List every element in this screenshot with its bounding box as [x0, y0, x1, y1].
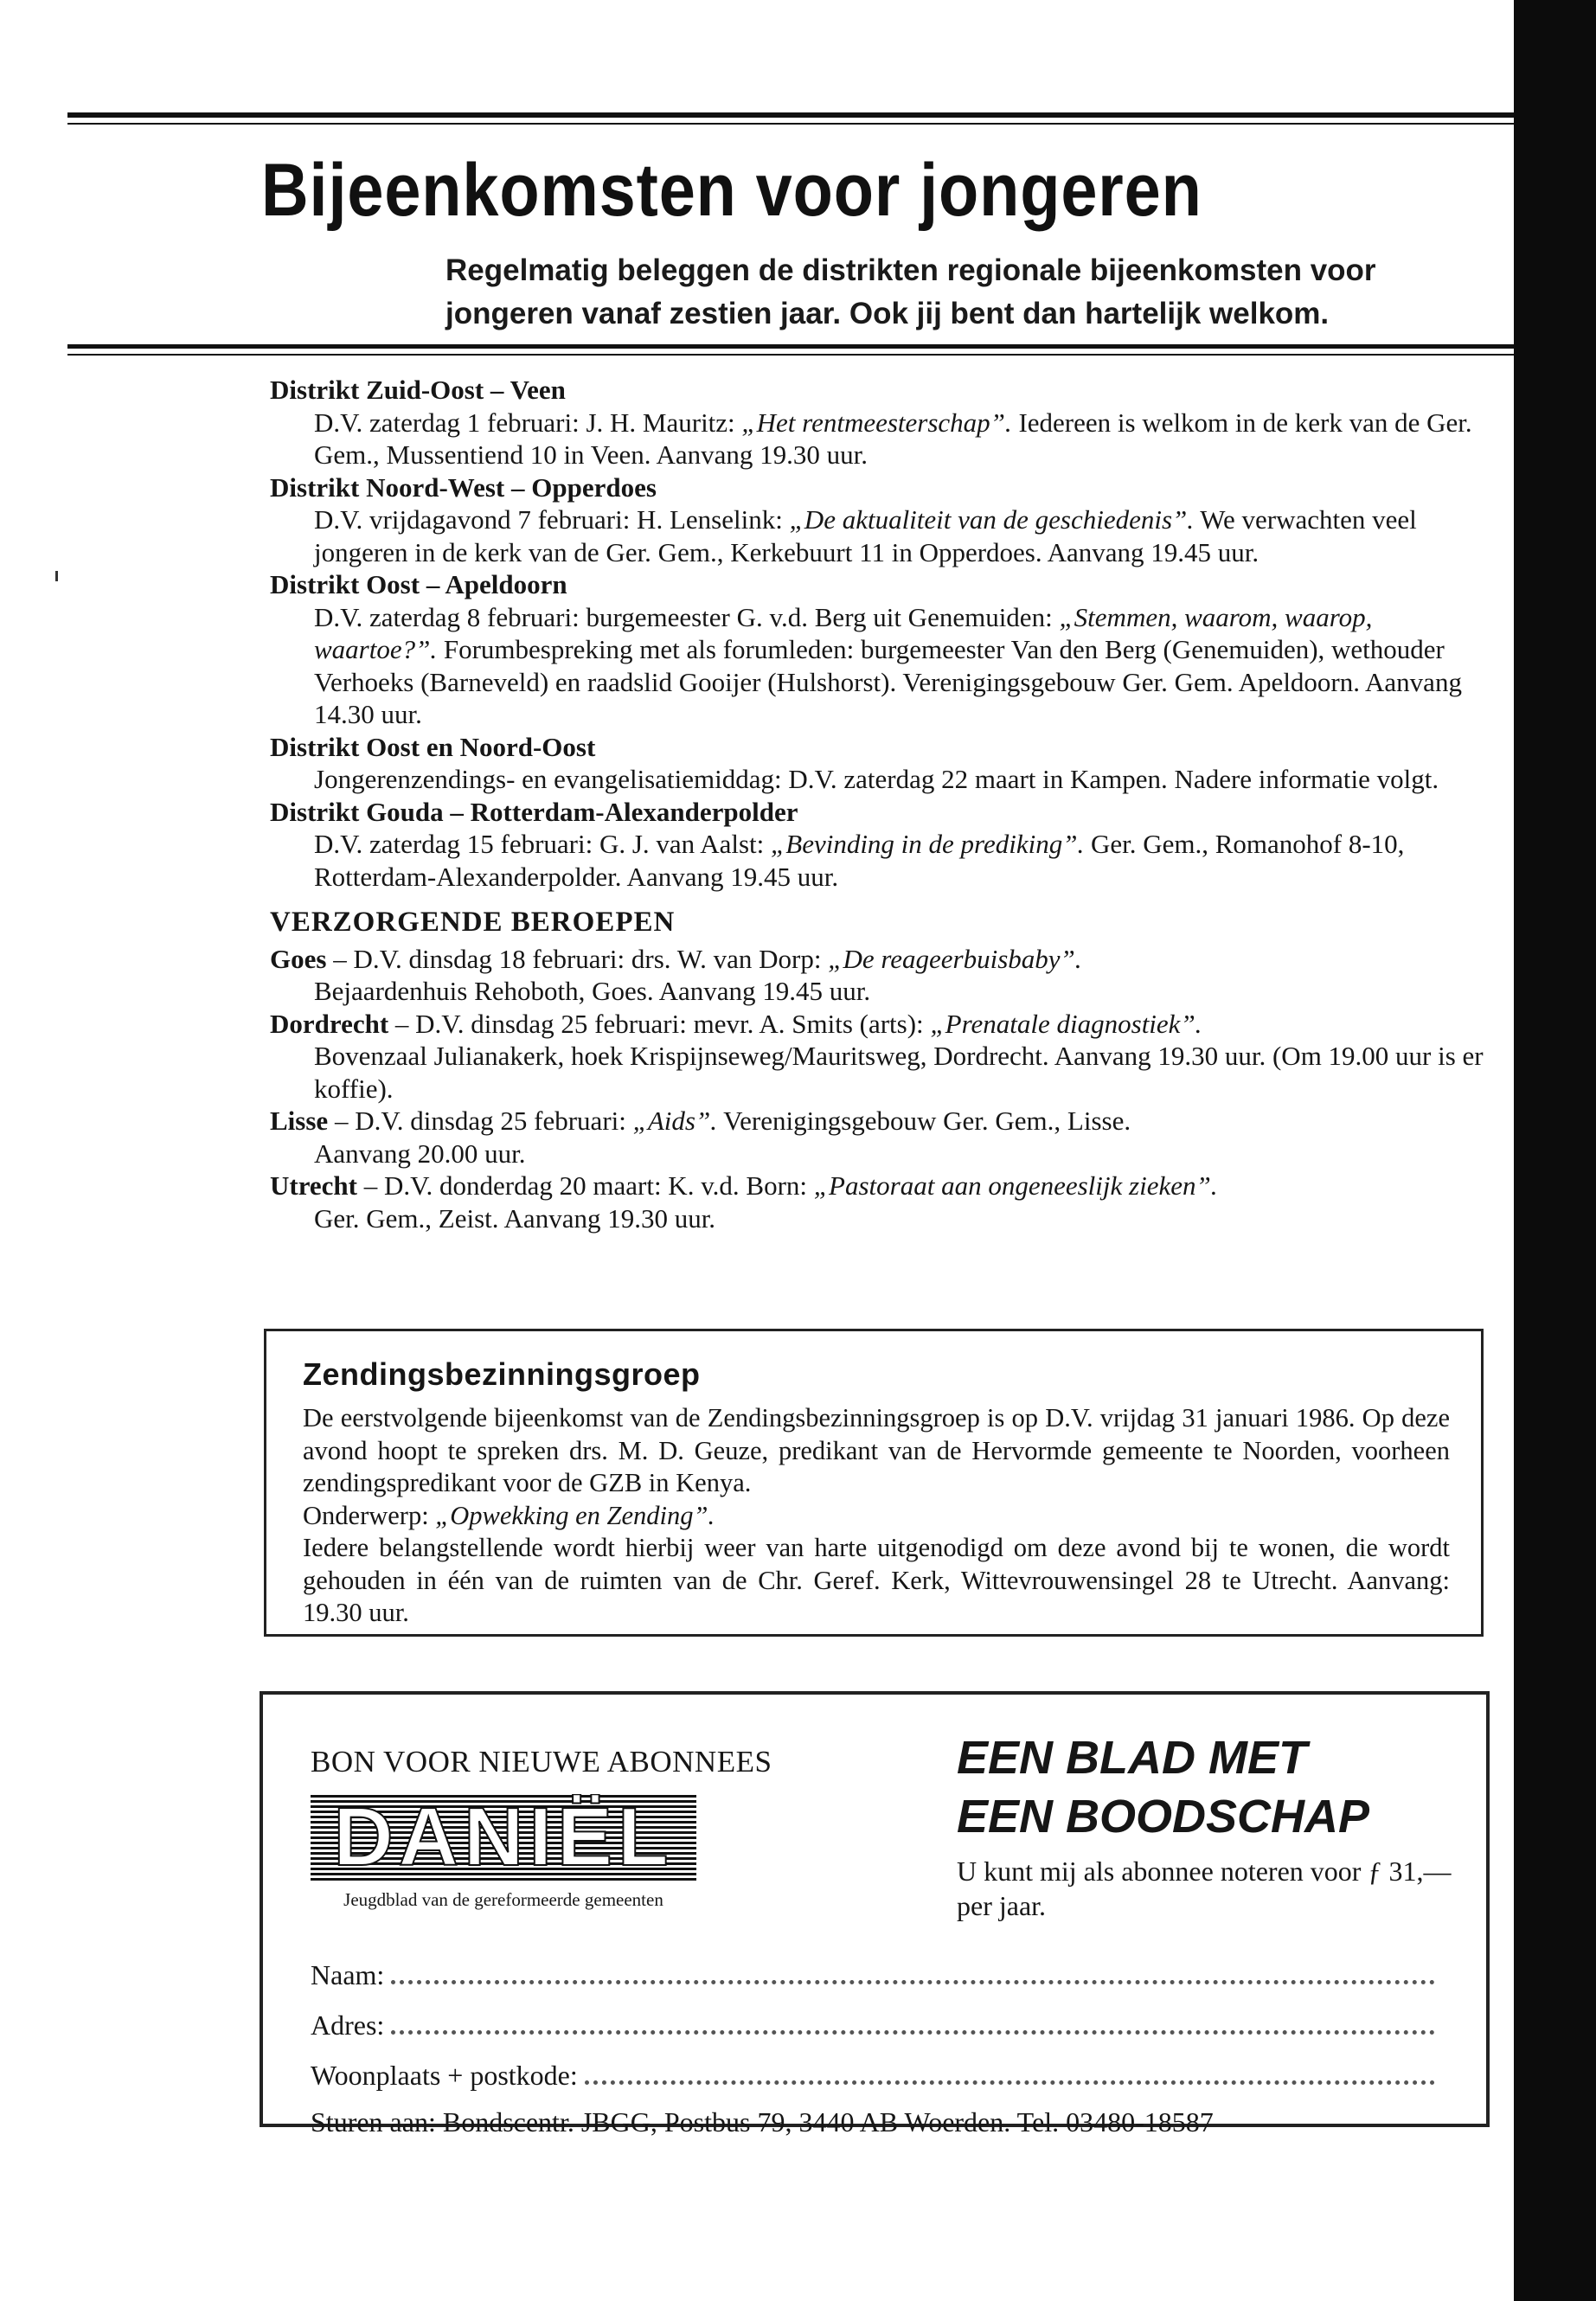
- details-text: D.V. zaterdag 15 februari: G. J. van Aalst:: [314, 829, 772, 859]
- district-details: [314, 503, 1498, 568]
- lecture-topic: „Aids”.: [632, 1106, 717, 1136]
- district-entry: [270, 796, 1498, 894]
- details-text: Verenigingsgebouw Ger. Gem., Lisse.: [716, 1106, 1131, 1136]
- subscription-price-text: U kunt mij als abonnee noteren voor ƒ 31,— per jaar.: [957, 1856, 1452, 1921]
- name-fill-line[interactable]: [391, 1954, 1435, 1984]
- name-field[interactable]: [311, 1954, 1435, 1992]
- address-field[interactable]: [311, 2004, 1435, 2042]
- meetings-listing: [270, 374, 1498, 1234]
- details-text: – D.V. donderdag 20 maart: K. v.d. Born:: [357, 1170, 814, 1201]
- profession-entry: [270, 943, 1498, 1008]
- district-title: Distrikt Noord-West – Opperdoes: [270, 471, 657, 503]
- slogan-line-2: EEN BOODSCHAP: [957, 1791, 1370, 1843]
- details-text: – D.V. dinsdag 25 februari: mevr. A. Smits (arts):: [388, 1008, 931, 1039]
- profession-location: Bejaardenhuis Rehoboth, Goes. Aanvang 19.45 uur.: [314, 976, 871, 1006]
- profession-location: Bovenzaal Julianakerk, hoek Krispijnseweg/Mauritsweg, Dordrecht. Aanvang 19.30 uur. (Om 19.00 uur is er koffie).: [314, 1041, 1484, 1104]
- district-details: [314, 601, 1498, 731]
- details-text: We verwachten veel jongeren in de kerk van de Ger. Gem., Kerkebuurt 11 in Opperdoes. Aanvang 19.45 uur.: [314, 504, 1417, 567]
- details-text: D.V. vrijdagavond 7 februari: H. Lenselink:: [314, 504, 790, 535]
- profession-place: Utrecht: [270, 1170, 357, 1201]
- logo-tagline: Jeugdblad van de gereformeerde gemeenten: [343, 1889, 663, 1910]
- details-text: D.V. zaterdag 8 februari: burgemeester G. v.d. Berg uit Genemuiden:: [314, 601, 1060, 632]
- details-text: Forumbespreking met als forumleden: burgemeester Van den Berg (Genemuiden), wethouder Verhoeks (Barneveld) en raadslid Gooijer (Hulshorst). Verenigingsgebouw Ger. Gem. Apeldoorn. Aanvang 14.30 uur.: [314, 634, 1462, 729]
- profession-location: Aanvang 20.00 uur.: [314, 1138, 526, 1169]
- details-text: Iedereen is welkom in de kerk van de Ger. Gem., Mussentiend 10 in Veen. Aanvang 19.30 uur.: [314, 407, 1472, 470]
- profession-entry: [270, 1170, 1498, 1234]
- zending-invitation: Iedere belangstellende wordt hierbij weer van harte uitgenodigd om deze avond bij te wonen, die wordt gehouden in één van de ruimten van de Chr. Geref. Kerk, Wittevrouwensingel 28 te Utrecht. Aanvang: 19.30 uur.: [303, 1533, 1450, 1627]
- coupon-heading: BON VOOR NIEUWE ABONNEES: [311, 1745, 772, 1779]
- subject-title: „Opwekking en Zending”.: [435, 1500, 715, 1530]
- profession-place: Dordrecht: [270, 1008, 389, 1039]
- district-details: [314, 828, 1498, 893]
- profession-location: Ger. Gem., Zeist. Aanvang 19.30 uur.: [314, 1202, 716, 1234]
- profession-entry: [270, 1105, 1498, 1170]
- profession-details: [270, 1105, 1498, 1138]
- send-to-address: Sturen aan: Bondscentr. JBGG, Postbus 79, 3440 AB Woerden. Tel. 03480-18587: [311, 2106, 1214, 2138]
- address-label: Adres:: [311, 2009, 385, 2041]
- header-rule-top: [67, 112, 1514, 118]
- zending-paragraph: De eerstvolgende bijeenkomst van de Zendingsbezinningsgroep is op D.V. vrijdag 31 januari 1986. Op deze avond hoopt te spreken drs. M. D. Geuze, predikant van de Hervormde gemeente te Noorden, voorheen zendingspredikant voor de GZB in Kenya.: [303, 1403, 1450, 1497]
- slogan-line-1: EEN BLAD MET: [957, 1732, 1307, 1784]
- logo-wordmark: DANIËL: [333, 1794, 674, 1881]
- professions-heading: VERZORGENDE BEROEPEN: [270, 907, 676, 938]
- lecture-topic: „De reageerbuisbaby”.: [828, 943, 1082, 974]
- district-title: Distrikt Gouda – Rotterdam-Alexanderpolder: [270, 796, 798, 827]
- profession-place: Goes: [270, 943, 327, 974]
- district-title: Distrikt Oost en Noord-Oost: [270, 731, 596, 762]
- district-entry: [270, 374, 1498, 471]
- lecture-topic: „Het rentmeesterschap”.: [741, 407, 1012, 438]
- daniel-logo: [311, 1794, 696, 1881]
- district-entry: [270, 568, 1498, 731]
- city-postcode-label: Woonplaats + postkode:: [311, 2060, 578, 2091]
- profession-entry: [270, 1008, 1498, 1106]
- zending-box: [264, 1329, 1484, 1637]
- details-text: Jongerenzendings- en evangelisatiemiddag: D.V. zaterdag 22 maart in Kampen. Nadere informatie volgt.: [314, 764, 1439, 794]
- subscription-coupon: [260, 1691, 1490, 2138]
- district-entry: [270, 731, 1498, 796]
- district-entry: [270, 471, 1498, 569]
- page-subtitle: Regelmatig beleggen de distrikten regionale bijeenkomsten voor jongeren vanaf zestien jaar. Ook jij bent dan hartelijk welkom.: [445, 253, 1376, 330]
- lecture-topic: „De aktualiteit van de geschiedenis”.: [789, 504, 1195, 535]
- details-text: Ger. Gem., Romanohof 8-10, Rotterdam-Alexanderpolder. Aanvang 19.45 uur.: [314, 829, 1405, 892]
- header-rule-bottom-thin: [67, 354, 1514, 356]
- lecture-topic: „Bevinding in de prediking”.: [771, 829, 1085, 859]
- district-details: [314, 407, 1498, 471]
- name-label: Naam:: [311, 1959, 385, 1990]
- zending-subject: [303, 1500, 1450, 1533]
- address-fill-line[interactable]: [391, 2004, 1435, 2035]
- city-postcode-fill-line[interactable]: [585, 2054, 1435, 2085]
- district-title: Distrikt Zuid-Oost – Veen: [270, 375, 566, 405]
- zending-title: Zendingsbezinningsgroep: [303, 1356, 701, 1392]
- print-mark: [55, 571, 58, 581]
- district-title: Distrikt Oost – Apeldoorn: [270, 569, 567, 599]
- district-details: [314, 763, 1498, 796]
- subject-label: Onderwerp:: [303, 1500, 436, 1530]
- lecture-topic: „Stemmen, waarom, waarop, waartoe?”.: [314, 601, 1373, 664]
- details-text: – D.V. dinsdag 25 februari:: [328, 1106, 633, 1136]
- header-rule-bottom: [67, 344, 1514, 349]
- lecture-topic: „Pastoraat aan ongeneeslijk zieken”.: [813, 1170, 1218, 1201]
- profession-details: [270, 1008, 1498, 1041]
- details-text: – D.V. dinsdag 18 februari: drs. W. van Dorp:: [326, 943, 829, 974]
- city-postcode-field[interactable]: [311, 2054, 1435, 2093]
- profession-details: [270, 943, 1498, 976]
- page-title: Bijeenkomsten voor jongeren: [261, 149, 1202, 232]
- lecture-topic: „Prenatale diagnostiek”.: [930, 1008, 1202, 1039]
- profession-details: [270, 1170, 1498, 1202]
- details-text: D.V. zaterdag 1 februari: J. H. Mauritz:: [314, 407, 742, 438]
- profession-place: Lisse: [270, 1106, 329, 1136]
- page-edge-bar: [1514, 0, 1596, 2301]
- header-rule-top-thin: [67, 123, 1514, 125]
